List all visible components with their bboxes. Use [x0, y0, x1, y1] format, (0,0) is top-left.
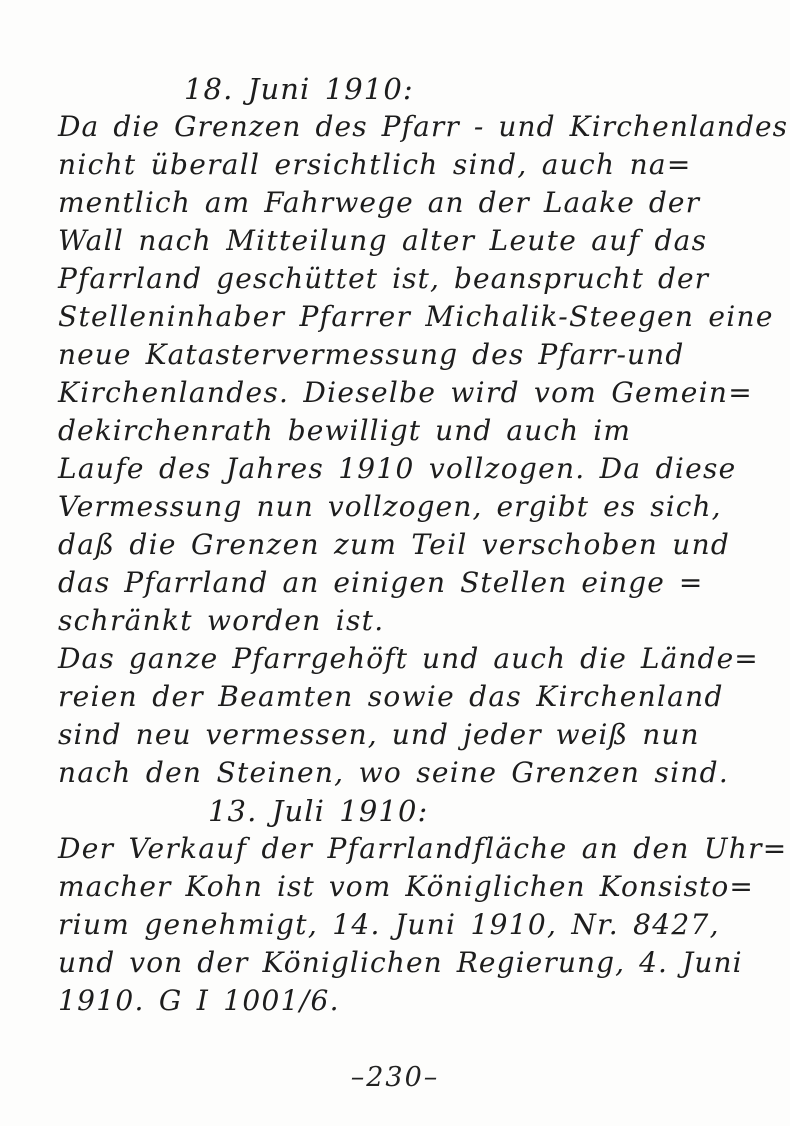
manuscript-line: Pfarrland geschüttet ist, beansprucht der	[58, 262, 710, 295]
manuscript-line: Laufe des Jahres 1910 vollzogen. Da diese	[58, 452, 737, 485]
manuscript-line: Der Verkauf der Pfarrlandfläche an den Uhr=	[58, 832, 788, 865]
manuscript-line: Vermessung nun vollzogen, ergibt es sich,	[58, 490, 722, 523]
manuscript-line: mentlich am Fahrwege an der Laake der	[58, 186, 701, 219]
manuscript-line: schränkt worden ist.	[58, 604, 385, 637]
date-heading: 13. Juli 1910:	[208, 794, 429, 828]
manuscript-line: Stelleninhaber Pfarrer Michalik-Steegen eine	[58, 300, 774, 333]
page-number: –230–	[350, 1062, 440, 1093]
manuscript-line: nicht überall ersichtlich sind, auch na=	[58, 148, 692, 181]
manuscript-line: neue Katastervermessung des Pfarr-und	[58, 338, 685, 371]
manuscript-line: 1910. G I 1001/6.	[58, 984, 340, 1017]
manuscript-line: daß die Grenzen zum Teil verschoben und	[58, 528, 731, 561]
manuscript-line: sind neu vermessen, und jeder weiß nun	[58, 718, 700, 751]
date-heading: 18. Juni 1910:	[184, 72, 414, 106]
manuscript-line: und von der Königlichen Regierung, 4. Juni	[58, 946, 743, 979]
manuscript-line: rium genehmigt, 14. Juni 1910, Nr. 8427,	[58, 908, 720, 941]
manuscript-line: macher Kohn ist vom Königlichen Konsisto=	[58, 870, 754, 903]
manuscript-line: Kirchenlandes. Dieselbe wird vom Gemein=	[58, 376, 753, 409]
manuscript-line: Da die Grenzen des Pfarr - und Kirchenlandes	[58, 110, 789, 143]
manuscript-line: das Pfarrland an einigen Stellen einge =	[58, 566, 704, 599]
manuscript-line: Wall nach Mitteilung alter Leute auf das	[58, 224, 708, 257]
manuscript-line: reien der Beamten sowie das Kirchenland	[58, 680, 724, 713]
manuscript-line: nach den Steinen, wo seine Grenzen sind.	[58, 756, 730, 789]
manuscript-line: Das ganze Pfarrgehöft und auch die Lände=	[58, 642, 759, 675]
manuscript-line: dekirchenrath bewilligt und auch im	[58, 414, 631, 447]
